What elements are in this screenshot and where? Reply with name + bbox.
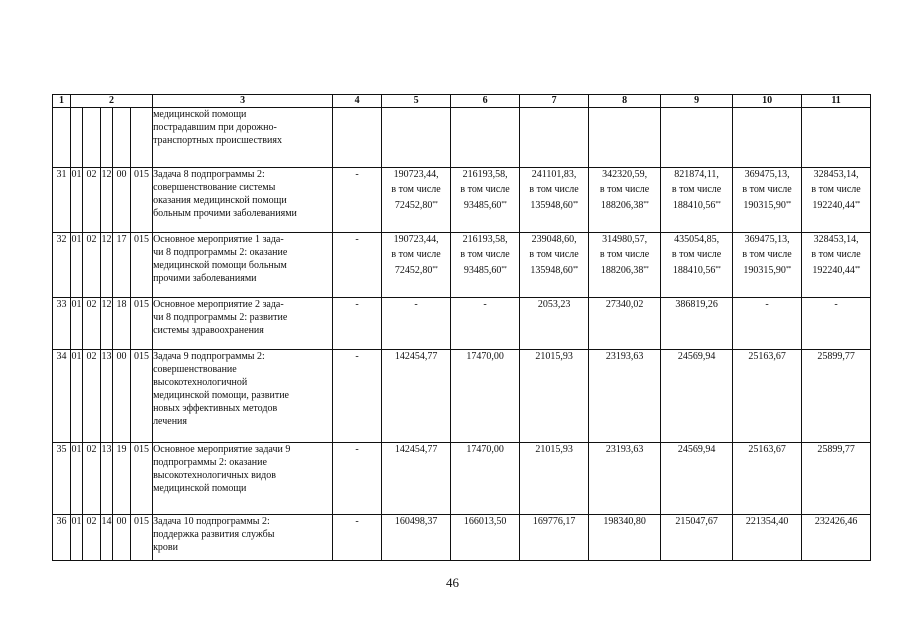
value-main: 27340,02: [605, 299, 644, 310]
value-cell: [802, 233, 871, 298]
value-main: 821874,11,: [674, 169, 719, 180]
table-row: [53, 233, 871, 298]
value-included: [451, 198, 519, 212]
value-included: [661, 263, 732, 277]
value-cell: [451, 298, 520, 350]
code-cell: 02: [83, 350, 101, 443]
value-included-amount: 72452,80: [394, 265, 433, 276]
row-description: Основное мероприятие задачи 9 подпрограммы 2: оказание высокотехнологичных видов медицинской помощи: [153, 443, 333, 515]
value-included-amount: 192240,44: [812, 265, 855, 276]
value-cell: [733, 443, 802, 515]
cell-empty: [661, 108, 733, 168]
footnote-marker: **: [572, 201, 578, 207]
footnote-marker: **: [501, 201, 507, 207]
cell-col4: -: [333, 515, 382, 561]
value-cell: [733, 298, 802, 350]
value-cell: [451, 233, 520, 298]
value-main: 232426,46: [814, 516, 858, 527]
value-cell: [802, 168, 871, 233]
value-cell: [589, 233, 661, 298]
header-cell-7: 7: [520, 95, 589, 108]
footnote-marker: **: [572, 266, 578, 272]
row-description: Задача 10 подпрограммы 2: поддержка развития службы крови: [153, 515, 333, 561]
code-cell: 14: [101, 515, 113, 561]
value-main: 24569,94: [677, 444, 716, 455]
code-cell: 18: [113, 298, 131, 350]
row-number: 35: [53, 443, 71, 515]
code-cell: 02: [83, 515, 101, 561]
value-main: 386819,26: [675, 299, 718, 310]
value-included-amount: 135948,60: [530, 200, 573, 211]
value-main: 216193,58,: [462, 234, 508, 245]
value-included-amount: 93485,60: [463, 265, 502, 276]
value-main: 25163,67: [748, 351, 786, 362]
value-included-amount: 192240,44: [812, 200, 855, 211]
header-cell-11: 11: [802, 95, 871, 108]
value-cell: [661, 168, 733, 233]
value-subtext: в том числе: [529, 249, 579, 260]
value-included-amount: 72452,80: [394, 200, 433, 211]
value-cell: [589, 350, 661, 443]
value-main: 23193,63: [605, 351, 644, 362]
value-main: 25899,77: [817, 351, 855, 362]
footnote-marker: **: [785, 201, 791, 207]
value-main: 166013,50: [463, 516, 507, 527]
header-row: [53, 95, 871, 108]
value-included: [382, 198, 450, 212]
value-cell: [382, 298, 451, 350]
value-cell: [382, 350, 451, 443]
value-cell: [802, 350, 871, 443]
value-cell: [589, 168, 661, 233]
header-cell-1: 1: [53, 95, 71, 108]
value-main: 24569,94: [677, 351, 716, 362]
code-cell: 015: [131, 233, 153, 298]
value-main: 190723,44,: [393, 234, 439, 245]
table-row: [53, 350, 871, 443]
value-subtext: в том числе: [529, 184, 579, 195]
value-cell: [661, 298, 733, 350]
page-number: 46: [446, 575, 459, 590]
value-subtext: в том числе: [742, 249, 792, 260]
value-main: -: [483, 299, 487, 310]
value-main: 21015,93: [535, 444, 573, 455]
code-cell: 015: [131, 443, 153, 515]
value-included: [802, 263, 870, 277]
header-cell-9: 9: [661, 95, 733, 108]
row-description: Основное мероприятие 2 зада- чи 8 подпрограммы 2: развитие системы здравоохранения: [153, 298, 333, 350]
value-cell: [589, 515, 661, 561]
cell-empty: [451, 108, 520, 168]
row-number: 36: [53, 515, 71, 561]
value-main: 328453,14,: [813, 169, 859, 180]
value-main: 142454,77: [394, 444, 438, 455]
value-cell: [661, 515, 733, 561]
value-included-amount: 188410,56: [672, 200, 716, 211]
value-included: [589, 198, 660, 212]
value-cell: [382, 233, 451, 298]
code-cell: 01: [71, 298, 83, 350]
footnote-marker: **: [785, 266, 791, 272]
value-main: 21015,93: [535, 351, 573, 362]
value-included: [451, 263, 519, 277]
code-cell: 015: [131, 168, 153, 233]
value-main: 160498,37: [394, 516, 438, 527]
value-cell: [589, 443, 661, 515]
code-cell: 00: [113, 168, 131, 233]
value-subtext: в том числе: [599, 249, 650, 260]
code-cell: 02: [83, 443, 101, 515]
value-cell: [802, 443, 871, 515]
value-main: 17470,00: [466, 351, 504, 362]
value-included: [589, 263, 660, 277]
value-included-amount: 190315,90: [743, 265, 786, 276]
value-cell: [661, 233, 733, 298]
value-cell: [382, 443, 451, 515]
cell-empty: [520, 108, 589, 168]
value-main: 25899,77: [817, 444, 855, 455]
value-main: 221354,40: [745, 516, 789, 527]
value-cell: [451, 515, 520, 561]
cell-empty: [802, 108, 871, 168]
value-cell: [520, 443, 589, 515]
value-cell: [451, 168, 520, 233]
value-main: 239048,60,: [531, 234, 577, 245]
value-included-amount: 188206,38: [600, 265, 644, 276]
value-cell: [733, 350, 802, 443]
code-cell: 00: [113, 515, 131, 561]
value-included: [382, 263, 450, 277]
value-cell: [733, 233, 802, 298]
footnote-marker: **: [715, 201, 721, 207]
table-row: [53, 443, 871, 515]
cell-empty: [382, 108, 451, 168]
code-cell: 015: [131, 515, 153, 561]
value-cell: [382, 515, 451, 561]
table-row: [53, 168, 871, 233]
value-main: 369475,13,: [744, 234, 790, 245]
header-cell-5: 5: [382, 95, 451, 108]
value-main: 328453,14,: [813, 234, 859, 245]
value-main: -: [834, 299, 838, 310]
value-subtext: в том числе: [811, 249, 861, 260]
footnote-marker: **: [854, 266, 860, 272]
footnote-marker: **: [432, 201, 438, 207]
code-cell: 02: [83, 233, 101, 298]
value-main: 215047,67: [675, 516, 718, 527]
value-cell: [520, 350, 589, 443]
cell-col4: -: [333, 350, 382, 443]
code-cell: 01: [71, 350, 83, 443]
value-subtext: в том числе: [599, 184, 650, 195]
cell-empty: [131, 108, 153, 168]
value-included-amount: 190315,90: [743, 200, 786, 211]
code-cell: 19: [113, 443, 131, 515]
value-main: -: [765, 299, 769, 310]
code-cell: 13: [101, 350, 113, 443]
value-cell: [520, 298, 589, 350]
cell-empty: [101, 108, 113, 168]
cell-empty: [53, 108, 71, 168]
header-cell-2: 2: [71, 95, 153, 108]
value-main: 25163,67: [748, 444, 786, 455]
row-description: Задача 8 подпрограммы 2: совершенствование системы оказания медицинской помощи больным прочими заболеваниями: [153, 168, 333, 233]
value-cell: [733, 168, 802, 233]
value-cell: [520, 168, 589, 233]
value-included: [520, 263, 588, 277]
value-included: [733, 198, 801, 212]
cell-empty: [113, 108, 131, 168]
value-included: [733, 263, 801, 277]
cell-col4: -: [333, 168, 382, 233]
value-cell: [451, 443, 520, 515]
code-cell: 17: [113, 233, 131, 298]
value-cell: [661, 350, 733, 443]
row-number: 33: [53, 298, 71, 350]
value-subtext: в том числе: [811, 184, 861, 195]
row-description: Основное мероприятие 1 зада- чи 8 подпрограммы 2: оказание медицинской помощи больным прочими заболеваниями: [153, 233, 333, 298]
value-main: 17470,00: [466, 444, 504, 455]
value-main: 142454,77: [394, 351, 438, 362]
value-cell: [661, 443, 733, 515]
cell-col4: -: [333, 443, 382, 515]
code-cell: 01: [71, 233, 83, 298]
value-subtext: в том числе: [742, 184, 792, 195]
footnote-marker: **: [643, 266, 649, 272]
cell-col4: -: [333, 233, 382, 298]
value-included-amount: 93485,60: [463, 200, 502, 211]
row-number: 34: [53, 350, 71, 443]
table-row: [53, 298, 871, 350]
code-cell: 00: [113, 350, 131, 443]
value-cell: [520, 233, 589, 298]
value-cell: [802, 515, 871, 561]
header-cell-6: 6: [451, 95, 520, 108]
header-cell-10: 10: [733, 95, 802, 108]
value-main: 342320,59,: [602, 169, 648, 180]
value-subtext: в том числе: [460, 249, 510, 260]
value-cell: [520, 515, 589, 561]
value-subtext: в том числе: [671, 249, 722, 260]
value-main: 435054,85,: [674, 234, 720, 245]
code-cell: 01: [71, 168, 83, 233]
code-cell: 015: [131, 298, 153, 350]
code-cell: 12: [101, 233, 113, 298]
value-cell: [733, 515, 802, 561]
cell-empty: [83, 108, 101, 168]
code-cell: 02: [83, 168, 101, 233]
value-included: [661, 198, 732, 212]
value-included-amount: 188206,38: [600, 200, 644, 211]
value-main: 216193,58,: [462, 169, 508, 180]
header-cell-3: 3: [153, 95, 333, 108]
cell-empty: [733, 108, 802, 168]
code-cell: 02: [83, 298, 101, 350]
value-main: 369475,13,: [744, 169, 790, 180]
value-subtext: в том числе: [391, 184, 441, 195]
value-main: 314980,57,: [602, 234, 648, 245]
row-number: 31: [53, 168, 71, 233]
value-included: [802, 198, 870, 212]
value-subtext: в том числе: [391, 249, 441, 260]
cell-empty: [71, 108, 83, 168]
value-main: -: [414, 299, 418, 310]
code-cell: 12: [101, 298, 113, 350]
footnote-marker: **: [715, 266, 721, 272]
code-cell: 01: [71, 443, 83, 515]
code-cell: 01: [71, 515, 83, 561]
value-cell: [382, 168, 451, 233]
continuation-row: [53, 108, 871, 168]
value-cell: [802, 298, 871, 350]
budget-table: [52, 94, 871, 561]
cell-empty: [589, 108, 661, 168]
code-cell: 015: [131, 350, 153, 443]
value-main: 169776,17: [532, 516, 576, 527]
continuation-text: медицинской помощи пострадавшим при дорожно- транспортных происшествиях: [153, 108, 333, 168]
value-included-amount: 188410,56: [672, 265, 716, 276]
code-cell: 12: [101, 168, 113, 233]
cell-col4: -: [333, 298, 382, 350]
value-included: [520, 198, 588, 212]
value-main: 198340,80: [603, 516, 646, 527]
value-main: 23193,63: [605, 444, 644, 455]
row-number: 32: [53, 233, 71, 298]
code-cell: 13: [101, 443, 113, 515]
footnote-marker: **: [501, 266, 507, 272]
value-main: 2053,23: [537, 299, 571, 310]
table-row: [53, 515, 871, 561]
row-description: Задача 9 подпрограммы 2: совершенствование высокотехнологичной медицинской помощи, развитие новых эффективных методов лечения: [153, 350, 333, 443]
value-subtext: в том числе: [460, 184, 510, 195]
footnote-marker: **: [854, 201, 860, 207]
value-cell: [451, 350, 520, 443]
cell-empty: [333, 108, 382, 168]
value-main: 241101,83,: [531, 169, 577, 180]
footnote-marker: **: [643, 201, 649, 207]
footnote-marker: **: [432, 266, 438, 272]
header-cell-8: 8: [589, 95, 661, 108]
value-cell: [589, 298, 661, 350]
header-cell-4: 4: [333, 95, 382, 108]
value-included-amount: 135948,60: [530, 265, 573, 276]
value-main: 190723,44,: [393, 169, 439, 180]
value-subtext: в том числе: [671, 184, 722, 195]
table-body: [53, 95, 871, 561]
